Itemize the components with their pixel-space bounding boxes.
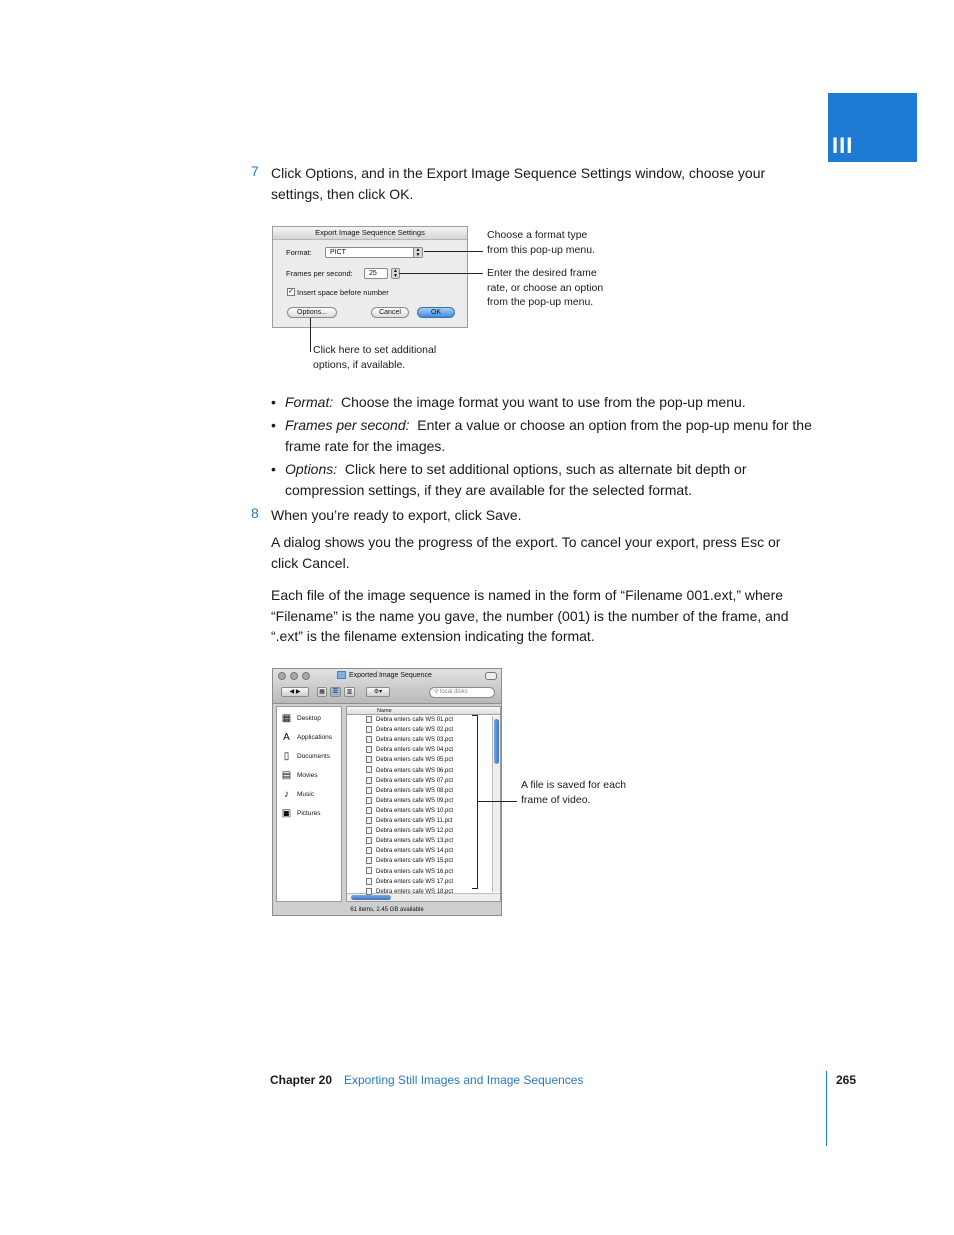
format-label: Format:: [286, 248, 312, 257]
bullet-options-term: Options:: [285, 461, 338, 477]
file-icon: [366, 797, 372, 804]
insert-space-label: Insert space before number: [297, 288, 389, 297]
bullet-fps-term: Frames per second:: [285, 417, 410, 433]
step-7-line-2: settings, then click OK.: [271, 185, 414, 202]
file-icon: [366, 867, 372, 874]
step-8-text: When you’re ready to export, click Save.: [271, 507, 522, 523]
list-view-icon[interactable]: ☰: [330, 687, 341, 697]
file-icon: [366, 807, 372, 814]
finder-toolbar: [273, 669, 501, 704]
fps-callout-line-3: from the pop-up menu.: [487, 296, 594, 308]
finder-window: [272, 668, 502, 916]
close-icon[interactable]: [278, 672, 286, 680]
bullet-format-term: Format:: [285, 394, 334, 410]
options-callout: [313, 343, 436, 372]
file-icon: [366, 837, 372, 844]
bullet-fps: [271, 415, 830, 456]
file-name: Debra enters cafe WS 04.pct: [376, 747, 454, 754]
footer-chapter-title[interactable]: Exporting Still Images and Image Sequences: [344, 1073, 584, 1087]
footer-rule: [826, 1071, 827, 1146]
sidebar-item-label: Pictures: [297, 810, 321, 817]
list-item[interactable]: [366, 745, 453, 755]
bullet-options-text-1: Click here to set additional options, such as alternate bit depth or: [344, 461, 747, 477]
list-item[interactable]: [366, 755, 453, 765]
back-forward-button[interactable]: ◀ ▶: [281, 687, 309, 697]
file-icon: [366, 847, 372, 854]
vertical-scrollbar[interactable]: [492, 716, 500, 892]
file-icon: [366, 746, 372, 753]
search-input[interactable]: [429, 687, 495, 698]
file-name: Debra enters cafe WS 08.pct: [376, 787, 454, 794]
file-name: Debra enters cafe WS 14.pct: [376, 848, 454, 855]
list-item[interactable]: [366, 867, 453, 877]
file-name: Debra enters cafe WS 02.pct: [376, 727, 454, 734]
list-item[interactable]: [366, 776, 453, 786]
format-callout-line-1: Choose a format type: [487, 229, 588, 241]
finder-callout-line: [477, 801, 517, 802]
file-icon: [366, 857, 372, 864]
fps-callout-line: [399, 273, 483, 274]
format-popup[interactable]: [325, 247, 423, 258]
format-callout-line: [424, 251, 483, 252]
list-item[interactable]: [366, 826, 453, 836]
finder-callout: [521, 778, 626, 807]
file-name: Debra enters cafe WS 07.pct: [376, 777, 454, 784]
desktop-icon: ▦: [281, 712, 292, 724]
list-item[interactable]: [366, 877, 453, 887]
finder-callout-line-1: A file is saved for each: [521, 779, 627, 791]
fps-callout-line-1: Enter the desired frame: [487, 267, 597, 279]
file-name: Debra enters cafe WS 12.pct: [376, 828, 454, 835]
file-name: Debra enters cafe WS 15.pct: [376, 858, 454, 865]
file-name: Debra enters cafe WS 16.pct: [376, 868, 454, 875]
format-callout: [487, 228, 595, 257]
step-8-number: 8: [251, 505, 259, 521]
fps-value: 25: [369, 270, 377, 277]
list-item[interactable]: [366, 846, 453, 856]
paragraph-progress-line-1: A dialog shows you the progress of the export. To cancel your export, press Esc or: [271, 534, 781, 550]
sidebar-item-label: Documents: [297, 753, 330, 760]
section-tab: [828, 93, 917, 162]
applications-icon: A: [283, 731, 290, 743]
bullet-fps-text-2: frame rate for the images.: [285, 437, 446, 454]
file-icon: [366, 787, 372, 794]
music-icon: ♪: [284, 788, 289, 800]
file-icon: [366, 888, 372, 895]
sidebar-item-movies[interactable]: [280, 769, 318, 783]
list-item[interactable]: [366, 786, 453, 796]
step-7-line-1: Click Options, and in the Export Image Sequence Settings window, choose your: [271, 165, 766, 181]
file-icon: [366, 716, 372, 723]
page-number: 265: [836, 1073, 857, 1087]
file-name: Debra enters cafe WS 10.pct: [376, 807, 454, 814]
options-callout-line-2: options, if available.: [313, 358, 406, 371]
documents-icon: ▯: [283, 750, 290, 762]
step-7-number: 7: [251, 163, 259, 179]
dialog-title: Export Image Sequence Settings: [273, 227, 467, 240]
file-icon: [366, 817, 372, 824]
fps-callout-line-2: rate, or choose an option: [487, 281, 604, 294]
format-value: PICT: [330, 249, 346, 256]
sidebar-item-label: Applications: [297, 734, 333, 741]
list-item[interactable]: [366, 796, 453, 806]
file-name: Debra enters cafe WS 17.pct: [376, 878, 454, 885]
file-name: Debra enters cafe WS 03.pct: [376, 737, 454, 744]
file-icon: [366, 777, 372, 784]
zoom-icon[interactable]: [302, 672, 310, 680]
sidebar-item-label: Movies: [297, 772, 318, 779]
fps-field[interactable]: [364, 268, 388, 279]
paragraph-naming-line-1: Each file of the image sequence is named in the form of “Filename 001.ext,” where: [271, 587, 784, 603]
file-icon: [366, 756, 372, 763]
options-callout-line-1: Click here to set additional: [313, 344, 437, 356]
folder-icon: [337, 671, 346, 679]
list-item[interactable]: [366, 816, 453, 826]
sidebar-item-label: Music: [297, 791, 314, 798]
file-icon: [366, 878, 372, 885]
toolbar-toggle-icon[interactable]: [485, 672, 497, 680]
bullet-format-text: Choose the image format you want to use from the pop-up menu.: [341, 394, 746, 410]
bullet-dot: •: [271, 461, 276, 477]
bracket-bottom: [472, 888, 477, 889]
finder-title-text: Exported Image Sequence: [349, 671, 432, 679]
insert-space-checkbox[interactable]: ✓: [288, 288, 294, 295]
file-icon: [366, 827, 372, 834]
ok-button[interactable]: OK: [417, 307, 455, 318]
file-name: Debra enters cafe WS 13.pct: [376, 838, 454, 845]
bullet-options-text-2: compression settings, if they are available for the selected format.: [285, 481, 692, 498]
file-name: Debra enters cafe WS 09.pct: [376, 797, 454, 804]
paragraph-naming-line-2: “Filename” is the name you gave, the number (001) is the number of the frame, and: [271, 607, 789, 624]
action-gear-icon[interactable]: ⚙▾: [366, 687, 390, 697]
search-icon: ⚲: [434, 689, 439, 695]
sidebar-item-pictures[interactable]: [280, 807, 320, 821]
file-icon: [366, 736, 372, 743]
list-item[interactable]: [366, 836, 453, 846]
footer-chapter: Chapter 20: [270, 1073, 333, 1087]
file-name: Debra enters cafe WS 18.pct: [376, 888, 454, 895]
bullet-format: [271, 392, 825, 413]
file-name: Debra enters cafe WS 11.pct: [376, 818, 453, 824]
file-name: Debra enters cafe WS 01.pct: [376, 717, 454, 723]
step-7-text: [271, 163, 811, 204]
paragraph-naming-line-3: “.ext” is the filename extension indicating the format.: [271, 628, 595, 644]
list-item[interactable]: [366, 715, 453, 725]
list-item[interactable]: [366, 735, 453, 745]
sidebar-item-label: Desktop: [297, 715, 321, 722]
icon-view-icon[interactable]: ▦: [317, 687, 327, 697]
paragraph-naming: [271, 585, 816, 647]
finder-status: 61 items, 2.45 GB available: [350, 907, 424, 913]
list-item[interactable]: [366, 856, 453, 866]
finder-title: [337, 671, 432, 679]
pictures-icon: ▣: [281, 807, 292, 819]
list-item[interactable]: [366, 887, 453, 897]
bullet-fps-text-1: Enter a value or choose an option from the pop-up menu for the: [417, 417, 812, 433]
popup-arrows-icon: ▲ ▼: [413, 248, 422, 257]
sidebar-item-documents[interactable]: [280, 750, 330, 764]
bullet-dot: •: [271, 394, 276, 410]
bracket-vertical: [477, 715, 478, 889]
file-icon: [366, 766, 372, 773]
list-item[interactable]: [366, 766, 453, 776]
fps-callout: [487, 266, 603, 310]
sidebar-item-applications[interactable]: [280, 731, 332, 745]
minimize-icon[interactable]: [290, 672, 298, 680]
finder-callout-line-2: frame of video.: [521, 793, 591, 806]
options-callout-line: [310, 318, 311, 352]
paragraph-progress-line-2: click Cancel.: [271, 554, 350, 571]
bullet-options: [271, 459, 830, 500]
sidebar-item-music[interactable]: [280, 788, 314, 802]
finder-sidebar: [276, 706, 342, 902]
file-name: Debra enters cafe WS 06.pct: [376, 767, 454, 774]
section-tab-label: III: [832, 133, 854, 158]
search-placeholder: local disks: [440, 689, 468, 695]
bullet-dot: •: [271, 417, 276, 433]
options-button[interactable]: Options...: [287, 307, 337, 318]
file-icon: [366, 726, 372, 733]
sidebar-item-desktop[interactable]: [280, 712, 321, 726]
movies-icon: ▤: [281, 769, 292, 781]
cancel-button[interactable]: Cancel: [371, 307, 409, 318]
file-name: Debra enters cafe WS 05.pct: [376, 757, 454, 764]
fps-arrows-icon: ▲ ▼: [393, 268, 398, 279]
scroll-thumb[interactable]: [494, 719, 499, 764]
paragraph-progress: [271, 532, 816, 573]
list-item[interactable]: [366, 806, 453, 816]
list-item[interactable]: [366, 725, 453, 735]
name-column-header[interactable]: Name: [347, 707, 500, 715]
fps-label: Frames per second:: [286, 269, 353, 278]
format-callout-line-2: from this pop-up menu.: [487, 243, 595, 256]
column-view-icon[interactable]: ▥: [344, 687, 355, 697]
export-settings-dialog: [272, 226, 468, 328]
